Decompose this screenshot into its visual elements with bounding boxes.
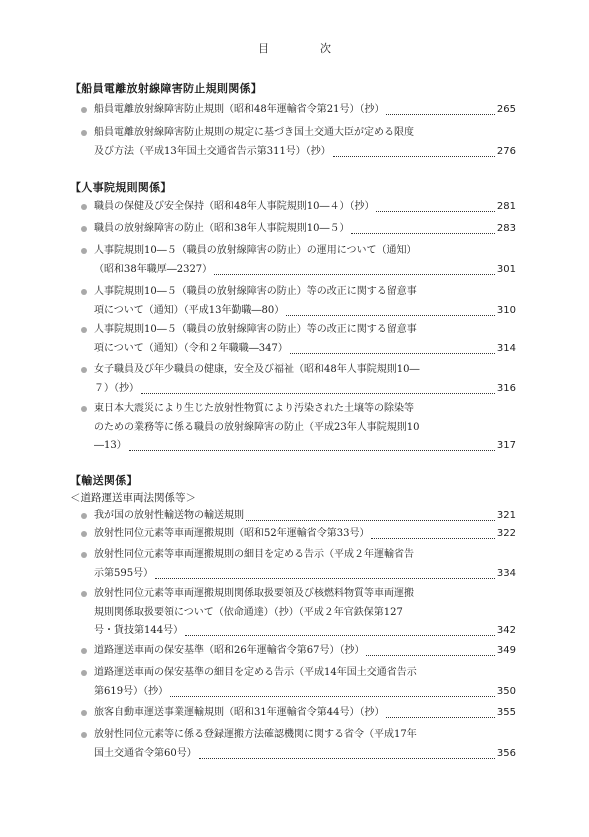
entry-text: 及び方法（平成13年国土交通省告示第311号）（抄）	[94, 145, 331, 157]
dot-leader	[371, 525, 494, 539]
entry-text: 放射性同位元素等車両運搬規則関係取扱要領及び核燃料物質等車両運搬	[94, 588, 414, 599]
dot-leader	[386, 101, 494, 115]
page-title: 目 次	[258, 42, 351, 55]
entry-text: 船員電離放射線障害防止規則（昭和48年運輸省令第21号）（抄）	[94, 104, 385, 115]
entry-text: （昭和38年職厚―2327）	[94, 263, 213, 275]
bullet-icon	[81, 107, 87, 113]
dot-leader	[286, 302, 495, 316]
bullet-icon	[81, 367, 87, 373]
page-number: 334	[496, 567, 516, 579]
entry-text: 職員の放射線障害の防止（昭和38年人事院規則10―５）	[94, 223, 350, 234]
dot-leader	[290, 340, 495, 354]
entry-text: 放射性同位元素等に係る登録運搬方法確認機関に関する省令（平成17年	[94, 729, 417, 740]
entry-text: 人事院規則10―５（職員の放射線障害の防止）等の改正に関する留意事	[94, 324, 417, 335]
dot-leader	[199, 745, 495, 759]
entry-text: 放射性同位元素等車両運搬規則（昭和52年運輸省令第33号）	[94, 528, 370, 539]
toc-entry[interactable]	[80, 361, 516, 398]
bullet-icon	[81, 248, 87, 254]
toc-entry[interactable]	[80, 546, 516, 583]
entry-text: 人事院規則10―５（職員の放射線障害の防止）の運用について（通知）	[94, 245, 417, 256]
toc-entry[interactable]	[80, 198, 516, 217]
toc-entry[interactable]	[80, 664, 516, 701]
entry-text: ―13）	[94, 440, 127, 451]
toc-entry[interactable]	[80, 321, 516, 358]
page-number: 310	[496, 304, 516, 316]
entry-text: ７）（抄）	[94, 382, 139, 394]
page-number: 321	[496, 510, 516, 521]
page-number: 301	[496, 263, 516, 275]
section-heading: 【船員電離放射線障害防止規則関係】	[70, 82, 263, 95]
section-heading: 【人事院規則関係】	[70, 181, 172, 194]
dot-leader	[170, 683, 495, 697]
entry-text: 女子職員及び年少職員の健康，安全及び福祉（昭和48年人事院規則10―	[94, 364, 420, 375]
dot-leader	[386, 704, 494, 718]
page-number: 355	[496, 707, 516, 718]
section-subheading: ＜道路運送車両法関係等＞	[70, 492, 196, 504]
dot-leader	[246, 507, 495, 521]
entry-text: 道路運送車両の保安基準の細目を定める告示（平成14年国土交通省告示	[94, 667, 417, 678]
page-number: 265	[496, 104, 516, 115]
bullet-icon	[81, 552, 87, 558]
toc-entry[interactable]	[80, 220, 516, 239]
toc-entry[interactable]	[80, 242, 516, 279]
toc-entry[interactable]	[80, 585, 516, 641]
page-number: 317	[496, 440, 516, 451]
bullet-icon	[81, 513, 87, 519]
page-number: 314	[496, 342, 516, 354]
toc-entry[interactable]	[80, 525, 516, 544]
entry-text: 道路運送車両の保安基準（昭和26年運輸省令第67号）（抄）	[94, 645, 365, 656]
entry-text: 第619号）（抄）	[94, 685, 169, 697]
page-number: 349	[496, 645, 516, 656]
toc-entry[interactable]	[80, 726, 516, 763]
bullet-icon	[81, 406, 87, 412]
entry-text: 国土交通省令第60号）	[94, 747, 197, 759]
bullet-icon	[81, 130, 87, 136]
bullet-icon	[81, 531, 87, 537]
entry-text: 旅客自動車運送事業運輸規則（昭和31年運輸省令第44号）（抄）	[94, 707, 385, 718]
page-number: 356	[496, 747, 516, 759]
dot-leader	[214, 261, 495, 275]
toc-entry[interactable]	[80, 400, 516, 456]
bullet-icon	[81, 648, 87, 654]
page-number: 281	[496, 201, 516, 212]
bullet-icon	[81, 289, 87, 295]
entry-text: 示第595号）	[94, 567, 154, 579]
entry-text: 東日本大震災により生じた放射性物質により汚染された土壌等の除染等	[94, 403, 414, 414]
entry-text: 項について（通知）（平成13年勤職―80）	[94, 304, 285, 316]
page-number: 283	[496, 223, 516, 234]
bullet-icon	[81, 710, 87, 716]
bullet-icon	[81, 732, 87, 738]
entry-text: 項について（通知）（令和２年職職―347）	[94, 342, 288, 354]
bullet-icon	[81, 226, 87, 232]
dot-leader	[155, 565, 495, 579]
page-number: 276	[496, 145, 516, 157]
dot-leader	[351, 220, 494, 234]
toc-entry[interactable]	[80, 642, 516, 661]
dot-leader	[376, 198, 494, 212]
dot-leader	[333, 143, 495, 157]
entry-text: 放射性同位元素等車両運搬規則の細目を定める告示（平成２年運輸省告	[94, 549, 414, 560]
bullet-icon	[81, 327, 87, 333]
dot-leader	[366, 642, 494, 656]
page-number: 350	[496, 685, 516, 697]
toc-entry[interactable]	[80, 704, 516, 723]
toc-entry[interactable]	[80, 124, 516, 161]
dot-leader	[141, 380, 495, 394]
toc-entry[interactable]	[80, 101, 516, 120]
page-number: 342	[496, 625, 516, 636]
entry-text: 船員電離放射線障害防止規則の規定に基づき国土交通大臣が定める限度	[94, 127, 414, 138]
toc-entry[interactable]	[80, 507, 516, 526]
entry-text: 規則関係取扱要領について（依命通達）（抄）（平成２年官鉄保第127	[94, 606, 403, 618]
entry-text: 我が国の放射性輸送物の輸送規則	[94, 510, 244, 521]
page-number: 316	[496, 382, 516, 394]
dot-leader	[185, 622, 495, 636]
dot-leader	[129, 437, 495, 451]
bullet-icon	[81, 670, 87, 676]
entry-text: 職員の保健及び安全保持（昭和48年人事院規則10―４）（抄）	[94, 201, 375, 212]
entry-text: 人事院規則10―５（職員の放射線障害の防止）等の改正に関する留意事	[94, 286, 417, 297]
entry-text: 号・貨技第144号）	[94, 625, 184, 636]
toc-entry[interactable]	[80, 283, 516, 320]
entry-text: のための業務等に係る職員の放射線障害の防止（平成23年人事院規則10	[94, 421, 420, 433]
page-number: 322	[496, 528, 516, 539]
bullet-icon	[81, 204, 87, 210]
section-heading: 【輸送関係】	[70, 474, 138, 487]
bullet-icon	[81, 591, 87, 597]
